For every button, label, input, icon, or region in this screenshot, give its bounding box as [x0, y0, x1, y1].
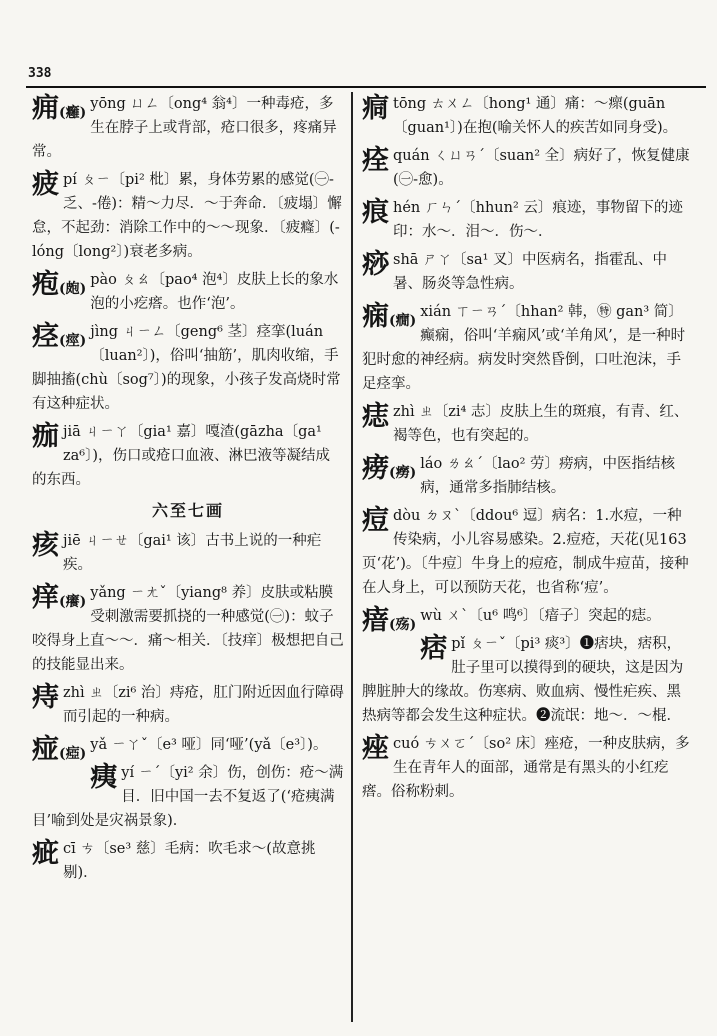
- dictionary-entry: [362, 604, 692, 636]
- headword-char: 痘: [362, 505, 389, 536]
- headword-char: 痖: [32, 734, 59, 765]
- headword: [362, 734, 389, 768]
- headword-char: 痊: [362, 145, 389, 176]
- headword-variant: (癰): [59, 105, 87, 121]
- headword-char: 瘖: [362, 605, 389, 636]
- headword: [362, 506, 389, 540]
- headword-variant: (瘂): [59, 746, 87, 762]
- headword-char: 痎: [32, 530, 59, 561]
- headword: [32, 422, 59, 456]
- headword-char: 痒: [32, 582, 59, 613]
- dictionary-entry: [362, 400, 692, 448]
- headword: [32, 270, 86, 304]
- headword: [362, 454, 416, 488]
- headword: [32, 531, 59, 565]
- dictionary-entry: [362, 300, 692, 396]
- definition-text: jiā ㄐㄧㄚ〔gia¹ 嘉〕嘎渣(gāzha〔ga¹ za⁶〕)，伤口或疮口血液、淋巴液等凝结成的东西。: [32, 424, 331, 488]
- definition-text: yí ㄧˊ〔yi² 余〕伤，创伤：疮～满目．旧中国一去不复返了(‘疮痍满目’喻到处是灾祸景象)．: [32, 765, 344, 829]
- dictionary-entry: [362, 504, 692, 600]
- headword-variant: (殇): [389, 617, 417, 633]
- definition-text: yǎ ㄧㄚˇ〔e³ 哑〕同‘哑’(yǎ〔e³〕)。: [90, 737, 328, 753]
- headword-char: 痕: [362, 197, 389, 228]
- headword-char: 痞: [420, 633, 448, 664]
- headword-variant: (痙): [59, 333, 87, 349]
- column-divider: [351, 92, 353, 1022]
- headword-variant: (癢): [59, 594, 87, 610]
- definition-text: shā ㄕㄚ〔sa¹ 叉〕中医病名，指霍乱、中暑、肠炎等急性病。: [393, 252, 668, 292]
- dictionary-entry: [32, 581, 344, 677]
- headword-char: 痉: [32, 321, 59, 352]
- headword: [32, 170, 59, 204]
- definition-text: jiē ㄐㄧㄝ〔gai¹ 该〕古书上说的一种疟疾。: [63, 533, 322, 573]
- headword-variant: (癇): [389, 313, 417, 329]
- headword-variant: (皰): [59, 281, 87, 297]
- dictionary-entry: [32, 761, 344, 833]
- headword-char: 痫: [362, 301, 389, 332]
- headword: [32, 322, 86, 356]
- definition-text: dòu ㄉㄡˋ〔ddou⁶ 逗〕病名：1.水痘，一种传染病，小儿容易感染。2.痘疮，天花(见163页‘花’)。〔牛痘〕牛身上的痘疮，制成牛痘苗，接种在人身上，可以预防天花，也省称‘痘’。: [362, 508, 689, 596]
- dictionary-entry: [32, 681, 344, 729]
- definition-text: pí ㄆㄧ〔pi² 枇〕累，身体劳累的感觉(㊀-乏、-倦)：精～力尽．～于奔命．〔疲塌〕懈怠，不起劲：消除工作中的～～现象．〔疲癃〕(-lóng〔long²〕)衰老多病。: [32, 172, 342, 260]
- headword-char: 痨: [362, 453, 389, 484]
- definition-text: jìng ㄐㄧㄥ〔geng⁶ 茎〕痉挛(luán〔luan²〕)，俗叫‘抽筋’，肌肉收缩，手脚抽搐(chù〔sog⁷〕)的现象，小孩子发高烧时常有这种症状。: [32, 324, 341, 412]
- headword-char: 痍: [90, 762, 118, 793]
- dictionary-entry: [362, 632, 692, 728]
- headword: [362, 402, 389, 436]
- dictionary-entry: [362, 452, 692, 500]
- headword-variant: (癆): [389, 465, 417, 481]
- dictionary-entry: [32, 320, 344, 416]
- headword: [362, 94, 389, 128]
- dictionary-entry: [32, 837, 344, 885]
- dictionary-entry: [32, 529, 344, 577]
- left-column: [32, 92, 344, 889]
- dictionary-entry: [362, 92, 692, 140]
- dictionary-entry: [32, 733, 344, 765]
- definition-text: pào ㄆㄠ〔pao⁴ 泡⁴〕皮肤上长的象水泡的小疙瘩。也作‘泡’。: [90, 272, 339, 312]
- headword: [362, 302, 416, 336]
- headword-char: 痣: [362, 401, 389, 432]
- definition-text: zhì ㄓ〔zi⁶ 治〕痔疮，肛门附近因血行障碍而引起的一种病。: [63, 685, 344, 725]
- headword: [32, 94, 86, 128]
- headword-char: 痔: [32, 682, 59, 713]
- definition-text: cī ㄘ〔se³ 慈〕毛病：吹毛求～(故意挑剔)．: [63, 841, 316, 881]
- dictionary-entry: [32, 168, 344, 264]
- headword-char: 疲: [32, 169, 59, 200]
- dictionary-entry: [362, 248, 692, 296]
- definition-text: tōng ㄊㄨㄥ〔hong¹ 通〕痛：～瘝(guān〔guan¹〕)在抱(喻关怀人的疾苦如同身受)。: [393, 96, 678, 136]
- headword: [32, 839, 59, 873]
- definition-text: yǎng ㄧㄤˇ〔yiang⁸ 养〕皮肤或粘膜受刺激需要抓挠的一种感觉(㊀)：蚊子咬得身上直～～．痛～相关．〔技痒〕极想把自己的技能显出来。: [32, 585, 344, 673]
- definition-text: pǐ ㄆㄧˇ〔pi³ 痰³〕❶痞块，痞积，肚子里可以摸得到的硬块，这是因为脾脏肿大的缘故。伤寒病、败血病、慢性疟疾、黑热病等都会发生这种症状。❷流氓：地～．～棍．: [362, 636, 684, 724]
- definition-text: zhì ㄓ〔zi⁴ 志〕皮肤上生的斑痕，有青、红、褐等色，也有突起的。: [393, 404, 689, 444]
- definition-text: láo ㄌㄠˊ〔lao² 劳〕痨病，中医指结核病，通常多指肺结核。: [420, 456, 676, 496]
- dictionary-entry: [32, 420, 344, 492]
- dictionary-entry: [362, 144, 692, 192]
- headword: [362, 146, 389, 180]
- section-title: 六至七画: [151, 501, 224, 520]
- headword-char: 疱: [32, 269, 59, 300]
- dictionary-entry: [32, 268, 344, 316]
- headword: [90, 763, 117, 797]
- headword-char: 痂: [32, 421, 59, 452]
- headword: [420, 634, 447, 668]
- top-rule: [26, 86, 706, 88]
- headword-char: 痤: [362, 733, 389, 764]
- definition-text: yōng ㄩㄥ〔ong⁴ 翁⁴〕一种毒疮，多生在脖子上或背部，疮口很多，疼痛异常。: [32, 96, 337, 160]
- definition-text: wù ㄨˋ〔u⁶ 鸣⁶〕〔瘖子〕突起的痣。: [420, 608, 661, 624]
- headword-char: 痌: [362, 93, 389, 124]
- headword: [362, 198, 389, 232]
- dictionary-entry: [362, 732, 692, 804]
- definition-text: cuó ㄘㄨㄛˊ〔so² 床〕痤疮，一种皮肤病，多生在青年人的面部，通常是有黑头的小红疙瘩。俗称粉刺。: [362, 736, 690, 800]
- headword-char: 疵: [32, 838, 59, 869]
- definition-text: hén ㄏㄣˊ〔hhun² 云〕痕迹，事物留下的迹印：水～．泪～．伤～．: [393, 200, 683, 240]
- definition-text: quán ㄑㄩㄢˊ〔suan² 全〕病好了，恢复健康(㊀-愈)。: [393, 148, 690, 188]
- headword-char: 痧: [362, 249, 389, 280]
- right-column: [362, 92, 692, 808]
- headword: [32, 583, 86, 617]
- dictionary-entry: [32, 92, 344, 164]
- definition-text: xián ㄒㄧㄢˊ〔hhan² 韩，㊕ gan³ 简〕癫痫，俗叫‘羊痫风’或‘羊角风’，是一种时犯时愈的神经病。病发时突然昏倒，口吐泡沫，手足痉挛。: [362, 304, 686, 392]
- page-number: 338: [28, 66, 52, 81]
- dictionary-entry: [362, 196, 692, 244]
- headword-char: 痈: [32, 93, 59, 124]
- headword: [362, 250, 389, 284]
- headword: [32, 683, 59, 717]
